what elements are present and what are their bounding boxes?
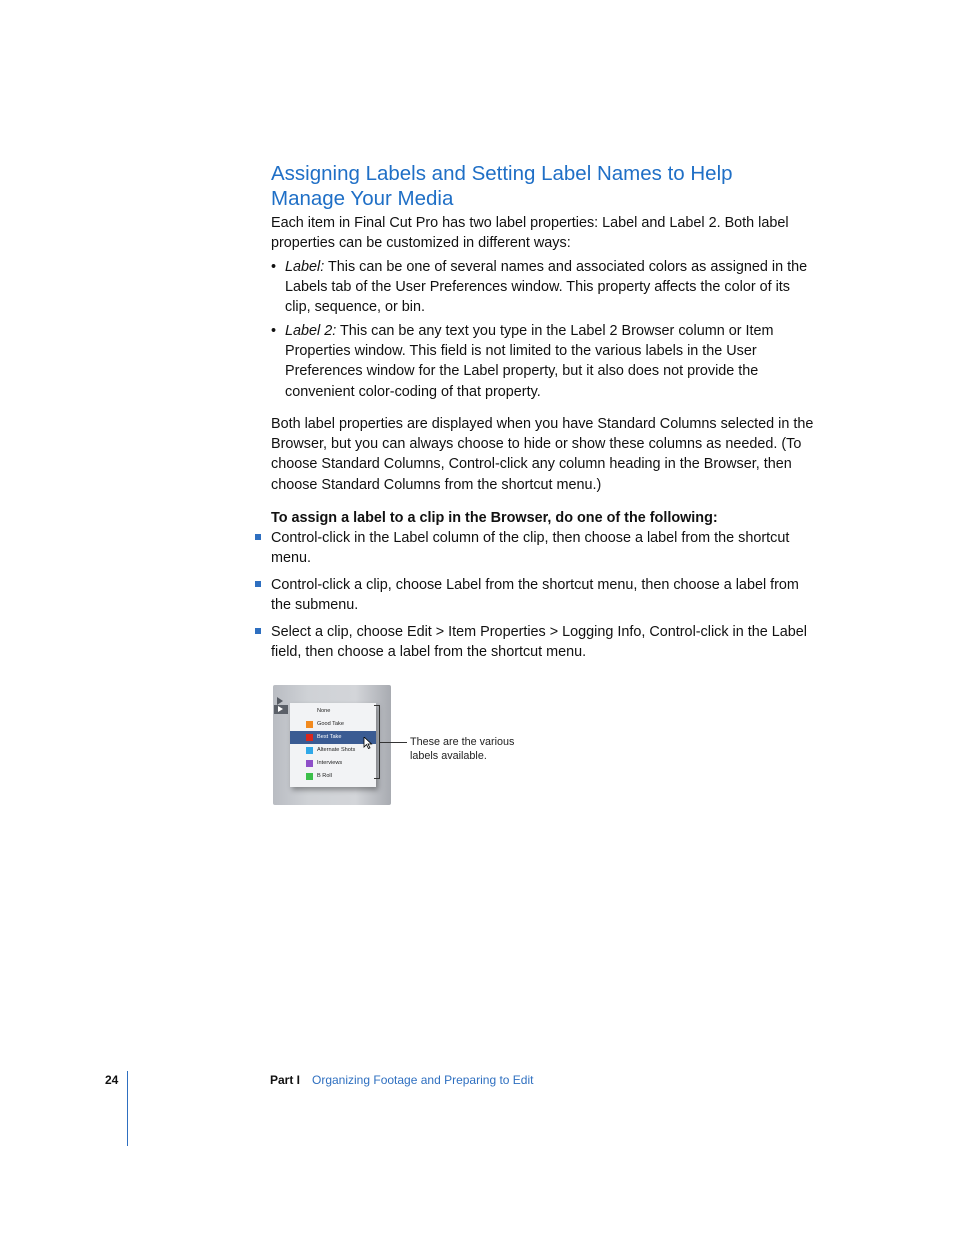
bullet-item-label (271, 257, 819, 319)
footer-part-label: Part I (270, 1073, 301, 1087)
section-heading: Assigning Labels and Setting Label Names to Help Manage Your Media (271, 162, 733, 210)
disclosure-triangle-icon (277, 697, 283, 705)
bullet-description: This can be one of several names and associated colors as assigned in the Labels tab of the User Preferences window. This property affects the color of its clip, sequence, or bin. (285, 259, 808, 316)
step-text: Control-click in the Label column of the clip, then choose a label from the shortcut menu. (271, 530, 790, 567)
bullet-marker: • (271, 323, 277, 339)
intro-paragraph: Each item in Final Cut Pro has two label properties: Label and Label 2. Both label properties can be customized in different ways: (271, 215, 789, 252)
mouse-pointer-icon (363, 737, 373, 749)
bullet-term: Label 2: (285, 323, 337, 339)
bullet-description: This can be any text you type in the Label 2 Browser column or Item Properties window. This field is not limited to the various labels in the User Preferences window for the Label property, but it also does not provide the convenient color-coding of that property. (285, 323, 774, 400)
bullet-text (285, 257, 819, 318)
step-square-icon (255, 534, 261, 540)
menu-item-none[interactable] (290, 705, 376, 718)
step-square-icon (255, 581, 261, 587)
menu-item-label: Interviews (317, 760, 343, 766)
step-item (255, 575, 820, 617)
red-swatch-icon (306, 734, 313, 741)
menu-item-label: Best Take (317, 734, 342, 740)
step-text: Select a clip, choose Edit > Item Properties > Logging Info, Control-click in the Label field, then choose a label from the shortcut menu. (271, 624, 807, 661)
figure-callout: These are the various labels available. (410, 736, 515, 762)
step-square-icon (255, 628, 261, 634)
menu-item-b-roll[interactable] (290, 770, 376, 783)
bullet-marker: • (271, 259, 277, 275)
page-number: 24 (105, 1073, 119, 1087)
task-lead: To assign a label to a clip in the Browser, do one of the following: (271, 510, 718, 526)
orange-swatch-icon (306, 721, 313, 728)
menu-item-label: Good Take (317, 721, 344, 727)
body-paragraph: Both label properties are displayed when you have Standard Columns selected in the Browser, but you can always choose to hide or show these columns as needed. (To choose Standard Columns, Control-click any column heading in the Browser, then choose Standard Columns from the shortcut menu.) (271, 416, 814, 493)
menu-item-label: None (317, 708, 331, 714)
step-text: Control-click a clip, choose Label from the shortcut menu, then choose a label from the submenu. (271, 577, 799, 614)
purple-swatch-icon (306, 760, 313, 767)
bullet-item-label-2 (271, 321, 819, 403)
selected-disclosure-triangle-icon (274, 705, 288, 714)
green-swatch-icon (306, 773, 313, 780)
bullet-text (285, 321, 819, 402)
footer-divider (127, 1071, 128, 1146)
step-item (255, 528, 820, 570)
menu-item-good-take[interactable] (290, 718, 376, 731)
footer-part-title: Organizing Footage and Preparing to Edit (312, 1073, 534, 1087)
menu-item-interviews[interactable] (290, 757, 376, 770)
step-item (255, 622, 820, 664)
menu-item-label: B Roll (317, 773, 332, 779)
label-shortcut-menu (290, 703, 376, 787)
callout-leader-line (380, 742, 407, 743)
blue-swatch-icon (306, 747, 313, 754)
menu-item-label: Alternate Shots (317, 747, 356, 753)
bullet-term: Label: (285, 259, 325, 275)
